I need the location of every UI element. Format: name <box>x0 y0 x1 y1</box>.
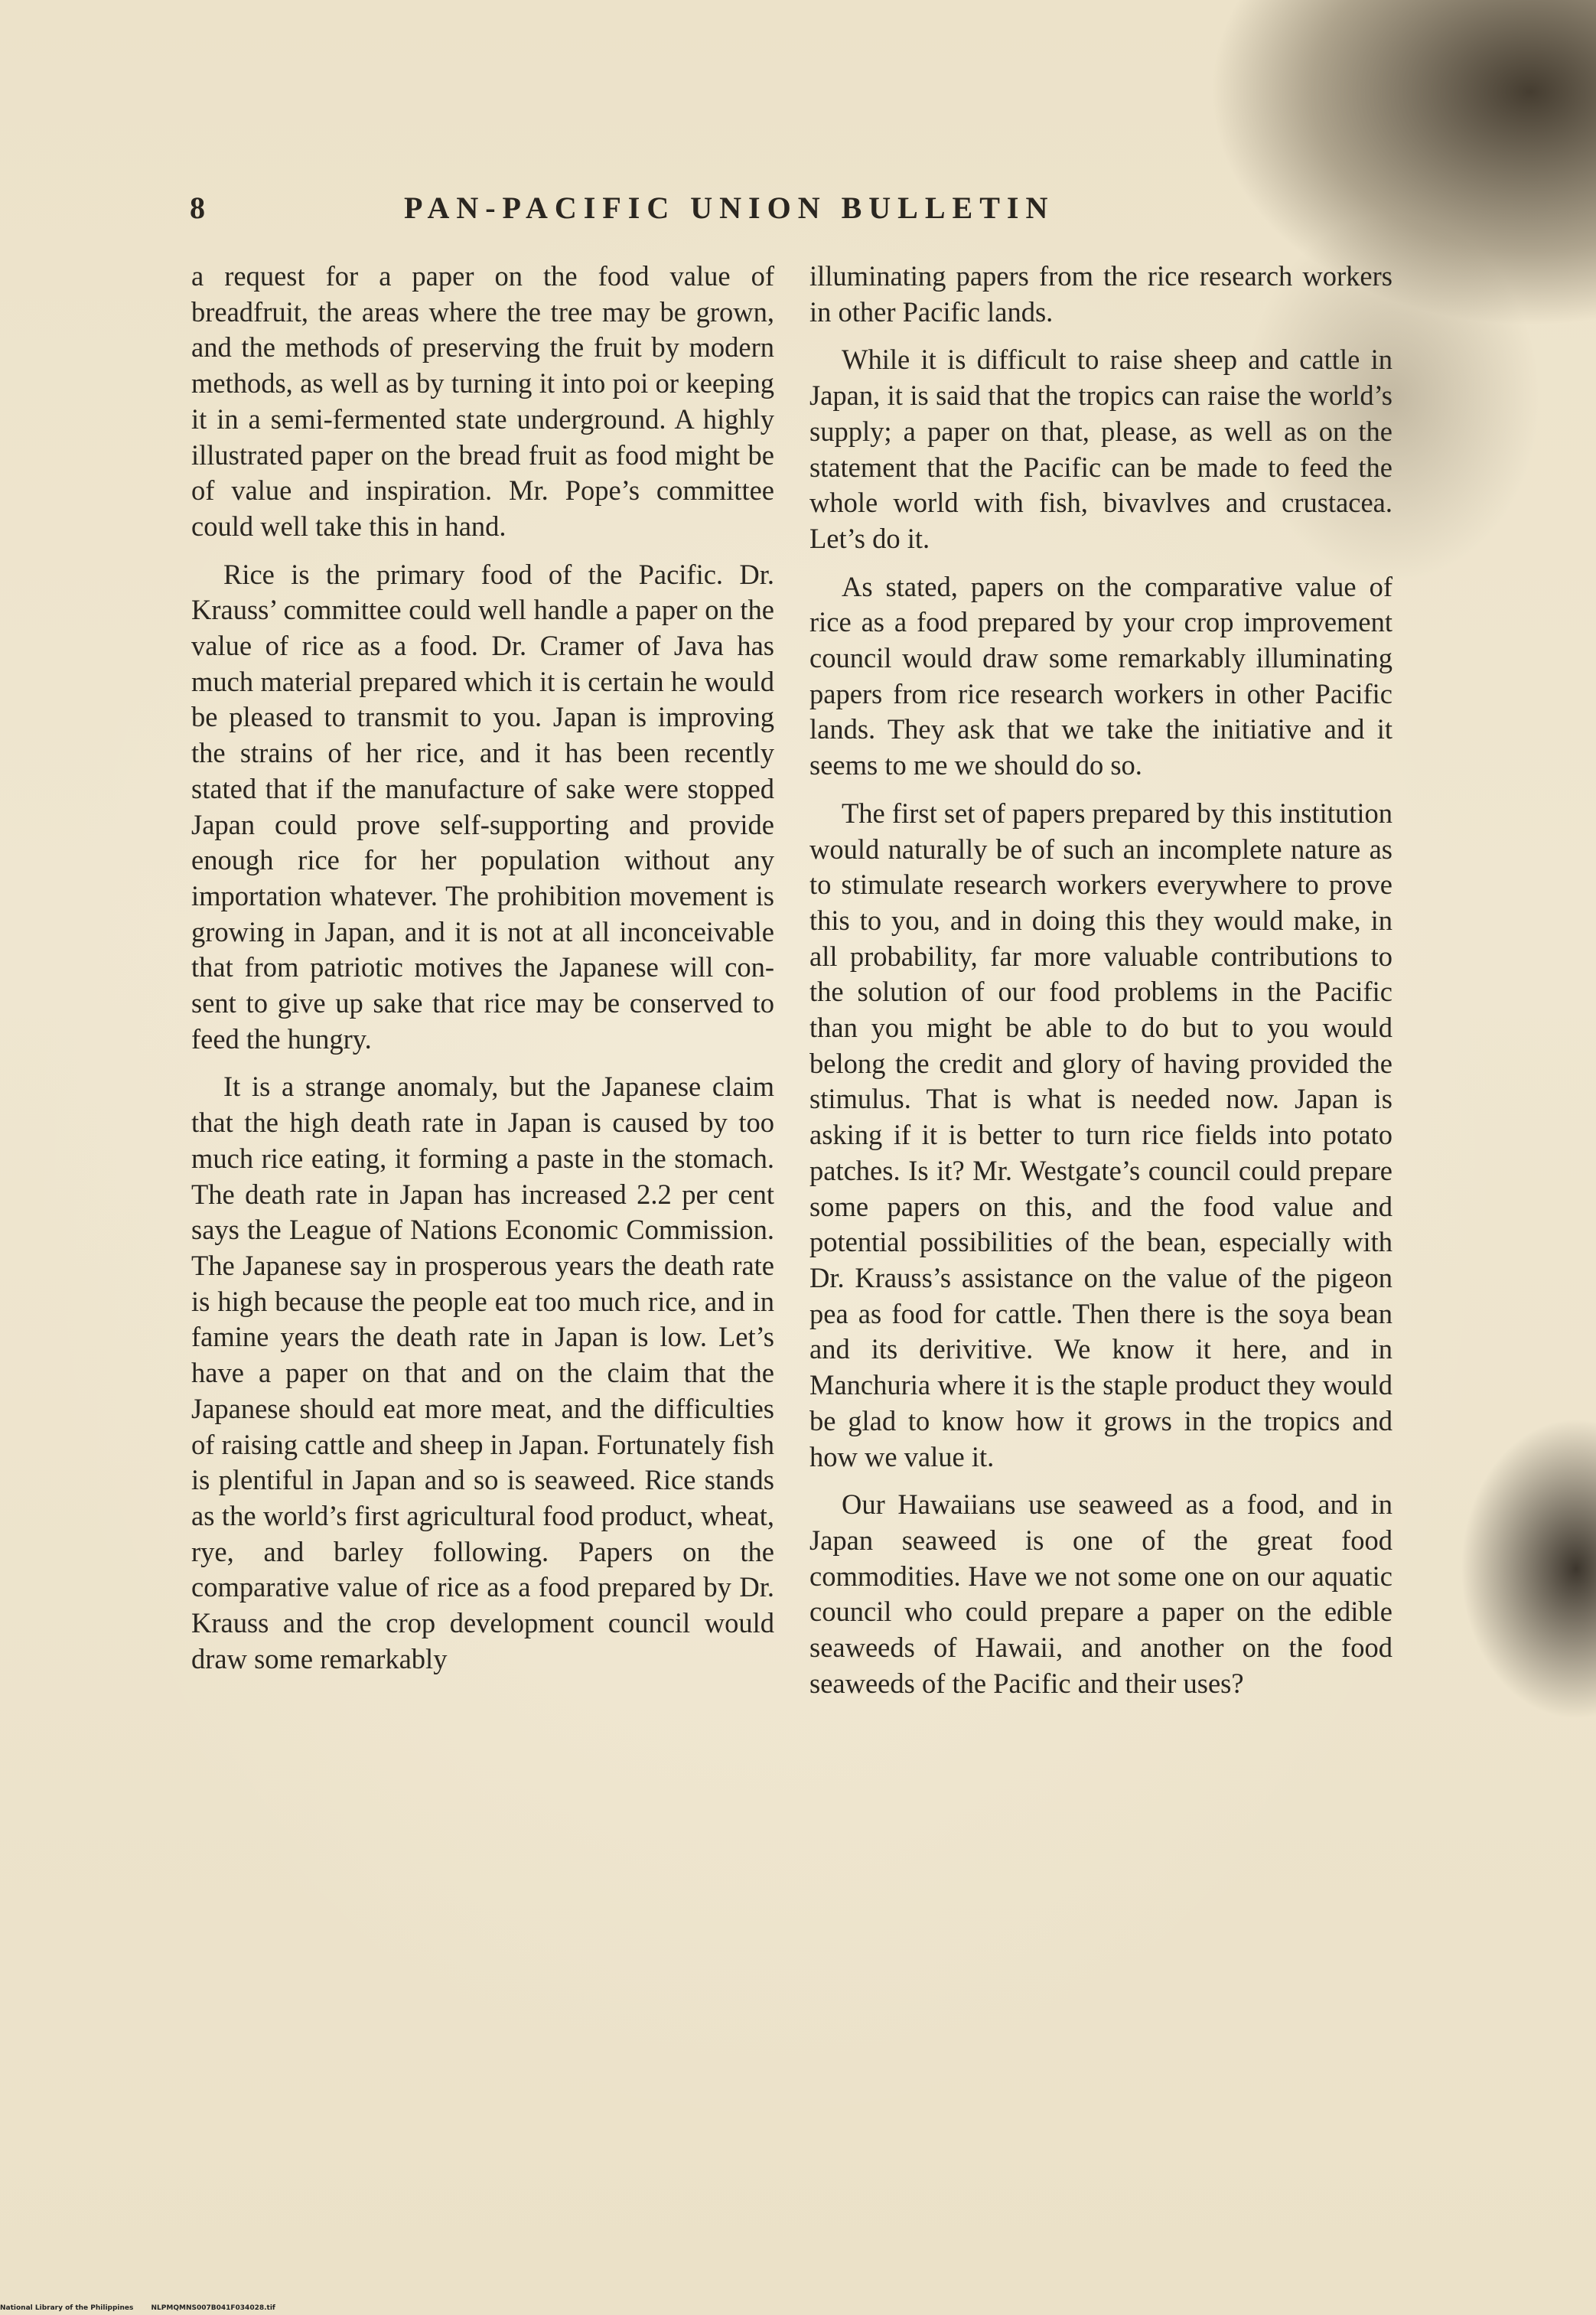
paragraph: Rice is the primary food of the Pacific. Dr. Krauss’ committee could well handle a paper on the value of rice as a food. Dr. Cramer of Java has much material prepared which it is certain he would be pleased to transmit to you. Japan is improving the strains of her rice, and it has been recently stated that if the manufacture of sake were stopped Japan could prove self-supporting and provide enough rice for her population without any importation whatever. The prohibition movement is growing in Japan, and it is not at all inconceivable that from patriotic motives the Japanese will consent to give up sake that rice may be conserved to feed the hungry. <box>191 558 774 1055</box>
page-number: 8 <box>190 191 207 225</box>
left-column <box>191 259 774 1689</box>
paragraph: illuminating papers from the rice research workers in other Pacific lands. <box>809 260 1392 328</box>
paragraph: a request for a paper on the food value of breadfruit, the areas where the tree may be grown, and the methods of preserving the fruit by modern methods, as well as by turning it into poi or keeping it in a semi-fermented state underground. A highly illustrated paper on the bread fruit as food might be of value and inspiration. Mr. Pope’s committee could well take this in hand. <box>191 260 774 542</box>
paragraph: It is a strange anomaly, but the Japanese claim that the high death rate in Japan is caused by too much rice eating, it forming a paste in the stomach. The death rate in Japan has increased 2.2 per cent says the League of Nations Economic Commission. The Japanese say in prosperous years the death rate is high because the people eat too much rice, and in famine years the death rate in Japan is low. Let’s have a paper on that and on the claim that the Japanese should eat more meat, and the difficulties of raising cattle and sheep in Japan. Fortunately fish is plentiful in Japan and so is seaweed. Rice stands as the world’s first agricultural food product, wheat, rye, and barley following. Papers on the comparative value of rice as a food prepared by Dr. Krauss and the crop development council would draw some remarkably <box>191 1071 774 1674</box>
scan-footer <box>0 2304 291 2312</box>
library-credit: National Library of the Philippines <box>0 2304 134 2312</box>
page-header <box>190 190 1399 228</box>
right-column <box>809 259 1392 1713</box>
file-id: NLPMQMNS007B041F034028.tif <box>151 2304 275 2312</box>
paragraph: The first set of papers prepared by this institution would naturally be of such an incomplete nature as to stimulate research workers everywhere to prove this to you, and in doing this they would make, in all probability, far more valuable contributions to the solution of our food problems in the Pacific than you might be able to do but to you would belong the credit and glory of having provided the stimulus. That is what is needed now. Japan is asking if it is better to turn rice fields into potato patches. Is it? Mr. Westgate’s council could prepare some papers on this, and the food value and potential possibilities of the bean, especially with Dr. Krauss’s assistance on the value of the pigeon pea as food for cattle. Then there is the soya bean and its derivitive. We know it here, and in Manchuria where it is the staple product they would be glad to know how it grows in the tropics and how we value it. <box>809 797 1392 1472</box>
paragraph: Our Hawaiians use seaweed as a food, and in Japan seaweed is one of the great food commodities. Have we not some one on our aquatic council who could prepare a paper on the edible seaweeds of Hawaii, and another on the food seaweeds of the Pacific and their uses? <box>809 1488 1392 1699</box>
running-head: PAN-PACIFIC UNION BULLETIN <box>404 191 1055 225</box>
paragraph: As stated, papers on the comparative value of rice as a food prepared by your crop improvement council would draw some remarkably illuminating papers from rice research workers in other Pacific lands. They ask that we take the initiative and it seems to me we should do so. <box>809 570 1392 781</box>
paragraph: While it is difficult to raise sheep and cattle in Japan, it is said that the tropics can raise the world’s supply; a paper on that, please, as well as on the statement that the Pacific can be made to feed the whole world with fish, bivavlves and crustacea. Let’s do it. <box>809 344 1392 554</box>
